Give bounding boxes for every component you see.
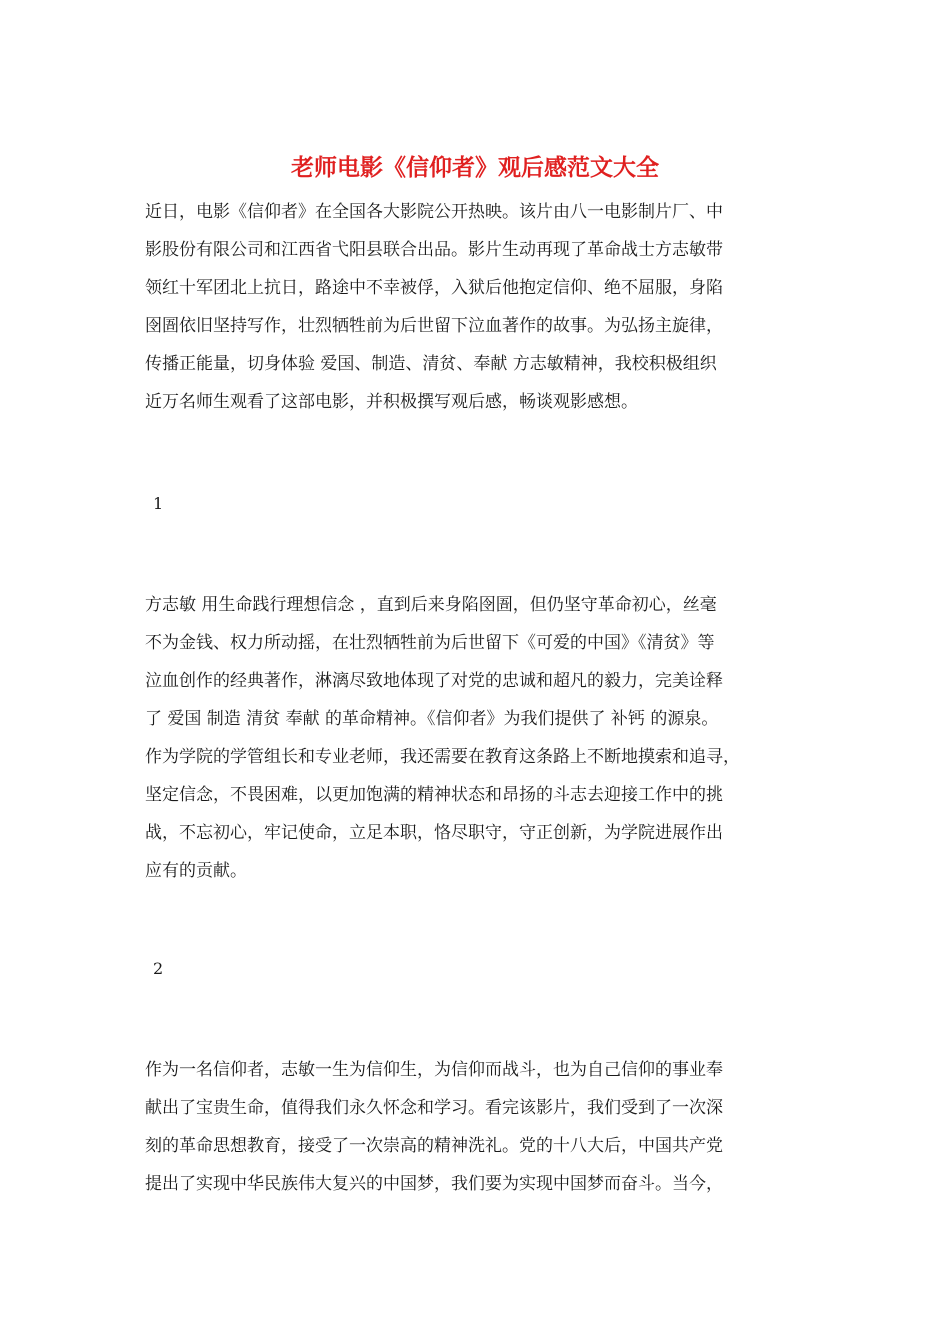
paragraph-section-2 xyxy=(145,1051,825,1203)
text-line: 作为一名信仰者，志敏一生为信仰生，为信仰而战斗，也为自己信仰的事业奉 xyxy=(145,1060,723,1080)
text-line: 泣血创作的经典著作，淋漓尽致地体现了对党的忠诚和超凡的毅力，完美诠释 xyxy=(145,671,723,691)
section-number: 1 xyxy=(153,494,164,513)
text-line: 影股份有限公司和江西省弋阳县联合出品。影片生动再现了革命战士方志敏带 xyxy=(145,240,723,260)
section-number: 2 xyxy=(153,959,164,978)
paragraph-intro xyxy=(145,193,825,421)
text-line: 传播正能量，切身体验 爱国、制造、清贫、奉献 方志敏精神，我校积极组织 xyxy=(145,354,717,374)
text-line: 近万名师生观看了这部电影，并积极撰写观后感，畅谈观影感想。 xyxy=(145,392,638,412)
text-line: 近日，电影《信仰者》在全国各大影院公开热映。该片由八一电影制片厂、中 xyxy=(145,202,723,222)
document-title: 老师电影《信仰者》观后感范文大全 xyxy=(291,154,659,181)
text-line: 坚定信念，不畏困难，以更加饱满的精神状态和昂扬的斗志去迎接工作中的挑 xyxy=(145,785,723,805)
text-line: 战，不忘初心，牢记使命，立足本职，恪尽职守，守正创新，为学院进展作出 xyxy=(145,823,723,843)
text-line: 方志敏 用生命践行理想信念 ，直到后来身陷囹圄，但仍坚守革命初心，丝毫 xyxy=(145,595,717,615)
text-line: 献出了宝贵生命，值得我们永久怀念和学习。看完该影片，我们受到了一次深 xyxy=(145,1098,723,1118)
text-line: 了 爱国 制造 清贫 奉献 的革命精神。《信仰者》为我们提供了 补钙 的源泉。 xyxy=(145,709,719,729)
text-line: 刻的革命思想教育，接受了一次崇高的精神洗礼。党的十八大后，中国共产党 xyxy=(145,1136,723,1156)
text-line: 作为学院的学管组长和专业老师，我还需要在教育这条路上不断地摸索和追寻， xyxy=(145,747,740,767)
text-line: 不为金钱、权力所动摇，在壮烈牺牲前为后世留下《可爱的中国》《清贫》等 xyxy=(145,633,715,653)
text-line: 囹圄依旧坚持写作，壮烈牺牲前为后世留下泣血著作的故事。为弘扬主旋律， xyxy=(145,316,723,336)
text-line: 提出了实现中华民族伟大复兴的中国梦，我们要为实现中国梦而奋斗。当今， xyxy=(145,1174,723,1194)
text-line: 领红十军团北上抗日，路途中不幸被俘，入狱后他抱定信仰、绝不屈服，身陷 xyxy=(145,278,723,298)
text-line: 应有的贡献。 xyxy=(145,861,247,881)
paragraph-section-1 xyxy=(145,586,825,890)
